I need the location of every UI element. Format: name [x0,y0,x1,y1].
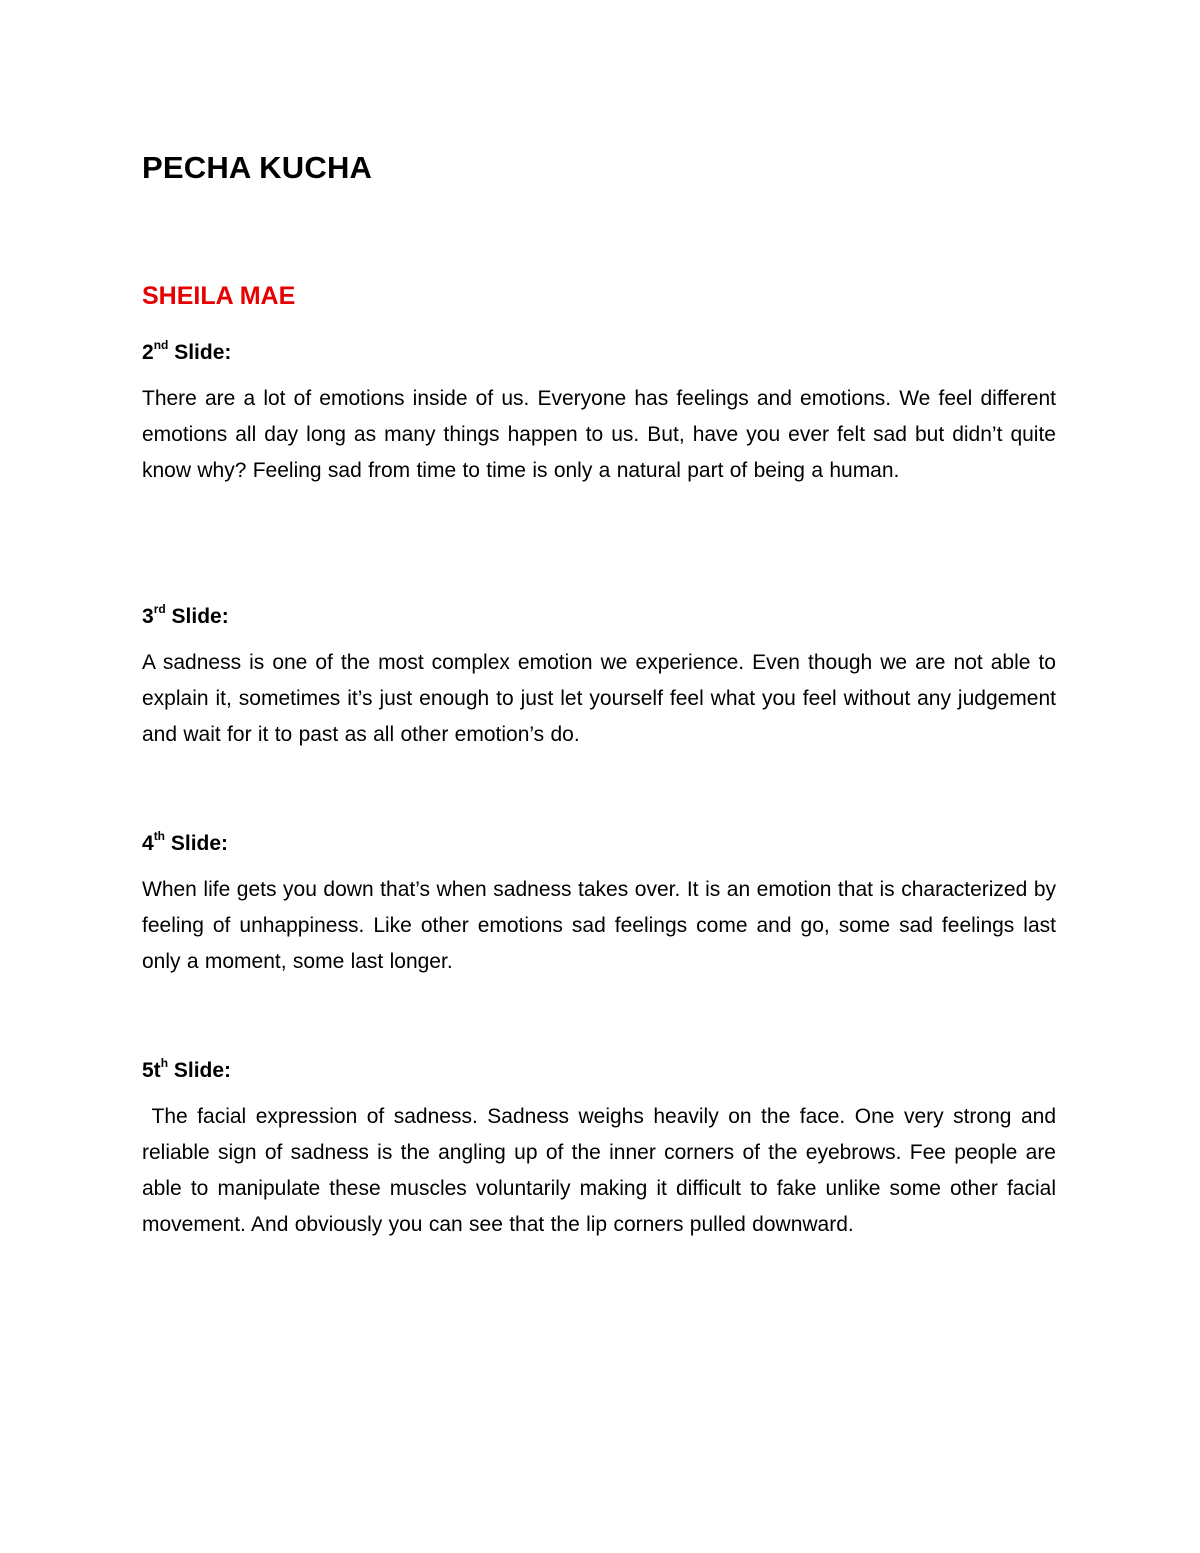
slide-ordinal-suffix: th [153,829,166,843]
slide-number: 5t [142,1059,161,1082]
slide-heading [142,339,1056,367]
document-title: PECHA KUCHA [142,150,373,185]
document-content [142,148,1056,313]
author-name: SHEILA MAE [142,282,296,310]
slide-label: Slide: [171,605,229,628]
slide-heading [142,830,1056,858]
slide-number: 2 [142,341,154,364]
slide-text: The facial expression of sadness. Sadness weighs heavily on the face. One very strong and reliable sign of sadness is the angling up of the inner corners of the eyebrows. Fee people are able to manipulate these muscles voluntarily making it difficult to fake unlike some other facial movement. And obviously you can see that the lip corners pulled downward. [142,1105,1063,1236]
slide-ordinal-suffix: nd [153,338,169,352]
slide-text: When life gets you down that’s when sadness takes over. It is an emotion that is characterized by feeling of unhappiness. Like other emotions sad feelings come and go, some sad feelings last only a moment, some last longer. [142,878,1056,973]
slide-section-5 [142,1056,1063,1243]
slide-number: 3 [142,605,154,628]
slide-heading [142,1057,1056,1085]
slide-label: Slide: [173,1059,232,1082]
slide-heading [142,603,1056,631]
slide-label: Slide: [170,832,229,855]
slide-section-2 [142,339,1056,489]
slide-section-3 [142,603,1056,753]
slide-ordinal-suffix: h [160,1056,169,1070]
slide-number: 4 [142,832,154,855]
slide-text: A sadness is one of the most complex emotion we experience. Even though we are not able to explain it, sometimes it’s just enough to just let yourself feel what you feel without any judgement and wait for it to past as all other emotion’s do. [142,651,1056,746]
slide-section-4 [142,830,1056,980]
slide-text: There are a lot of emotions inside of us. Everyone has feelings and emotions. We feel different emotions all day long as many things happen to us. But, have you ever felt sad but didn’t quite know why? Feeling sad from time to time is only a natural part of being a human. [142,387,1056,482]
slide-ordinal-suffix: rd [153,602,166,616]
slide-label: Slide: [174,341,232,364]
